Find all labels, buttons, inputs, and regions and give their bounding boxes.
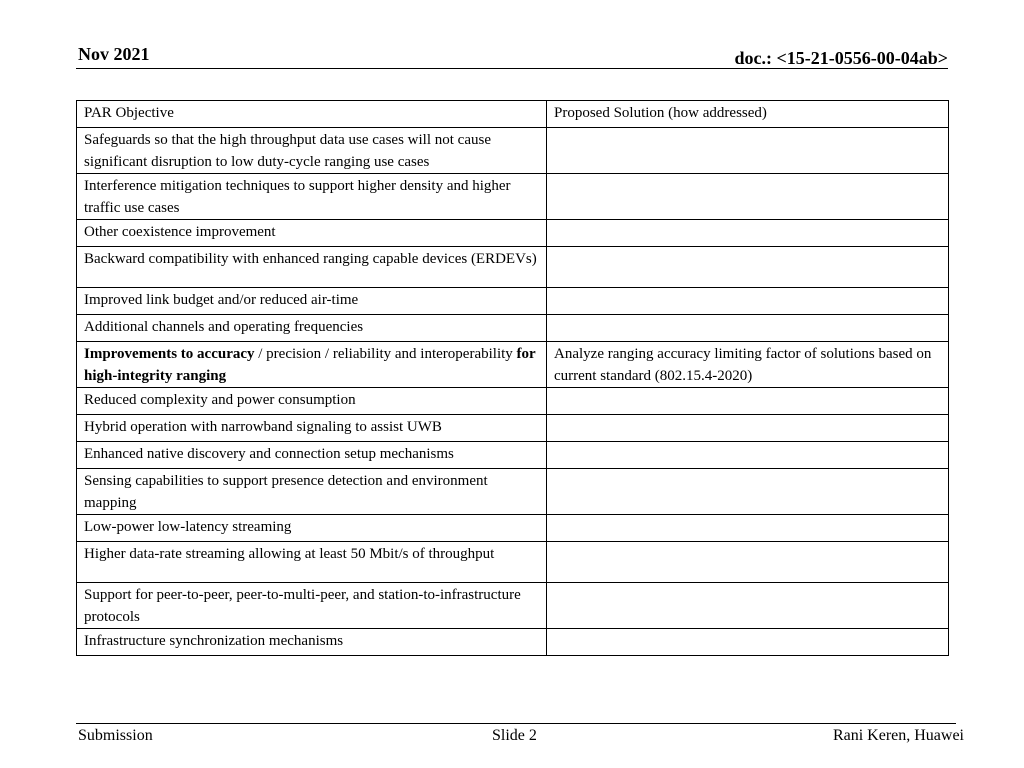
table-row [77,442,949,469]
header-divider [76,68,948,69]
table-row [77,315,949,342]
solution-cell [547,288,949,315]
objective-bold-text: Improvements to accuracy [84,346,255,362]
table-row [77,342,949,388]
solution-cell [547,415,949,442]
solution-cell [547,388,949,415]
objective-cell: Other coexistence improvement [77,220,547,247]
objective-cell: Support for peer-to-peer, peer-to-multi-peer, and station-to-infrastructure protocols [77,583,547,629]
table-row [77,220,949,247]
table-row [77,583,949,629]
objective-cell: Interference mitigation techniques to support higher density and higher traffic use cases [77,174,547,220]
table-row [77,515,949,542]
solution-cell: Analyze ranging accuracy limiting factor of solutions based on current standard (802.15.4-2020) [547,342,949,388]
objective-cell: Safeguards so that the high throughput data use cases will not cause significant disruption to low duty-cycle ranging use cases [77,128,547,174]
objective-cell: Additional channels and operating frequencies [77,315,547,342]
table-row [77,247,949,288]
solution-cell [547,174,949,220]
solution-cell [547,542,949,583]
solution-cell [547,220,949,247]
objective-cell: Higher data-rate streaming allowing at least 50 Mbit/s of throughput [77,542,547,583]
solution-cell [547,515,949,542]
footer-divider [76,723,956,724]
footer-submission: Submission [78,727,153,744]
table-row [77,629,949,656]
objective-cell: Sensing capabilities to support presence detection and environment mapping [77,469,547,515]
objective-plain-text: / precision / reliability and interoperability [254,346,517,362]
objective-cell: Infrastructure synchronization mechanisms [77,629,547,656]
table-row [77,288,949,315]
objective-bold-text: for high-integrity ranging [84,346,536,384]
table-row [77,128,949,174]
objective-cell: Improved link budget and/or reduced air-time [77,288,547,315]
objective-cell: Hybrid operation with narrowband signaling to assist UWB [77,415,547,442]
header-doc-id: doc.: <15-21-0556-00-04ab> [734,48,948,68]
table-row [77,415,949,442]
footer-author: Rani Keren, Huawei [832,727,964,744]
objective-cell: Backward compatibility with enhanced ranging capable devices (ERDEVs) [77,247,547,288]
table-row [77,469,949,515]
column-header-par-objective: PAR Objective [77,101,547,128]
table-row [77,542,949,583]
solution-cell [547,583,949,629]
solution-cell [547,469,949,515]
solution-cell [547,442,949,469]
table-row [77,174,949,220]
header-date: Nov 2021 [78,44,150,64]
solution-cell [547,629,949,656]
table-header-row [77,101,949,128]
solution-cell [547,315,949,342]
par-objectives-table [76,100,949,656]
solution-cell [547,128,949,174]
objective-cell [77,342,547,388]
objective-cell: Reduced complexity and power consumption [77,388,547,415]
footer-slide-number: Slide 2 [492,727,537,744]
objective-cell: Low-power low-latency streaming [77,515,547,542]
solution-cell [547,247,949,288]
column-header-proposed-solution: Proposed Solution (how addressed) [547,101,949,128]
table-row [77,388,949,415]
objective-cell: Enhanced native discovery and connection setup mechanisms [77,442,547,469]
